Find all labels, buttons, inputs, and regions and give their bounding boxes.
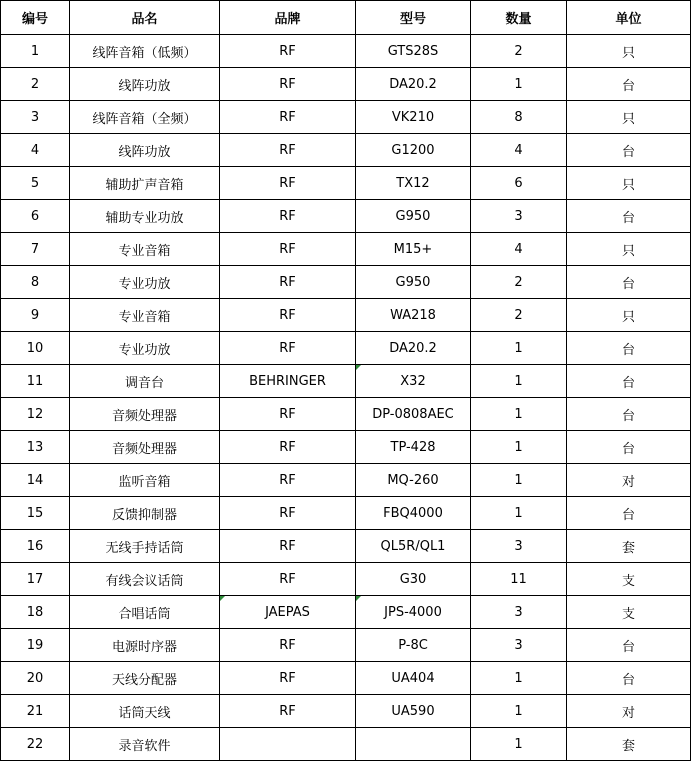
unit-cell: 对 (567, 695, 691, 728)
model-cell: TX12 (356, 167, 471, 200)
table-row (1, 530, 691, 563)
model-cell: UA590 (356, 695, 471, 728)
quantity-cell: 6 (471, 167, 567, 200)
header-row (1, 1, 691, 35)
cell-comment-marker (220, 596, 225, 601)
unit-cell: 只 (567, 101, 691, 134)
model-cell: QL5R/QL1 (356, 530, 471, 563)
brand-cell: RF (220, 695, 356, 728)
brand-cell: RF (220, 68, 356, 101)
product-name-cell: 有线会议话筒 (70, 563, 220, 596)
brand-cell: RF (220, 167, 356, 200)
product-name-cell: 音频处理器 (70, 431, 220, 464)
quantity-cell: 1 (471, 398, 567, 431)
unit-cell: 台 (567, 68, 691, 101)
index-cell: 8 (1, 266, 70, 299)
product-name-cell: 录音软件 (70, 728, 220, 761)
index-cell: 3 (1, 101, 70, 134)
table-row (1, 299, 691, 332)
header-cell-quantity: 数量 (471, 1, 567, 35)
table-row (1, 101, 691, 134)
product-name-cell: 专业功放 (70, 332, 220, 365)
index-cell: 6 (1, 200, 70, 233)
index-cell: 21 (1, 695, 70, 728)
brand-cell: RF (220, 134, 356, 167)
model-cell: X32 (356, 365, 471, 398)
unit-cell: 对 (567, 464, 691, 497)
unit-cell: 支 (567, 563, 691, 596)
table-row (1, 629, 691, 662)
quantity-cell: 11 (471, 563, 567, 596)
table-row (1, 233, 691, 266)
model-cell: G950 (356, 200, 471, 233)
table-row (1, 134, 691, 167)
brand-cell: RF (220, 200, 356, 233)
model-cell: G950 (356, 266, 471, 299)
unit-cell: 套 (567, 530, 691, 563)
unit-cell: 只 (567, 233, 691, 266)
brand-cell: RF (220, 629, 356, 662)
brand-cell: BEHRINGER (220, 365, 356, 398)
index-cell: 5 (1, 167, 70, 200)
index-cell: 9 (1, 299, 70, 332)
unit-cell: 台 (567, 134, 691, 167)
header-cell-index: 编号 (1, 1, 70, 35)
product-name-cell: 专业音箱 (70, 299, 220, 332)
unit-cell: 台 (567, 497, 691, 530)
table-row (1, 266, 691, 299)
index-cell: 1 (1, 35, 70, 68)
product-name-cell: 音频处理器 (70, 398, 220, 431)
model-cell (356, 728, 471, 761)
unit-cell: 套 (567, 728, 691, 761)
header-cell-model: 型号 (356, 1, 471, 35)
index-cell: 22 (1, 728, 70, 761)
header-cell-unit: 单位 (567, 1, 691, 35)
model-cell: M15+ (356, 233, 471, 266)
table-row (1, 68, 691, 101)
index-cell: 4 (1, 134, 70, 167)
unit-cell: 支 (567, 596, 691, 629)
product-name-cell: 专业功放 (70, 266, 220, 299)
product-name-cell: 话筒天线 (70, 695, 220, 728)
table-row (1, 662, 691, 695)
model-cell: JPS-4000 (356, 596, 471, 629)
index-cell: 18 (1, 596, 70, 629)
quantity-cell: 2 (471, 266, 567, 299)
model-cell: FBQ4000 (356, 497, 471, 530)
quantity-cell: 3 (471, 629, 567, 662)
product-name-cell: 反馈抑制器 (70, 497, 220, 530)
model-cell: GTS28S (356, 35, 471, 68)
product-name-cell: 电源时序器 (70, 629, 220, 662)
header-cell-product-name: 品名 (70, 1, 220, 35)
quantity-cell: 3 (471, 596, 567, 629)
quantity-cell: 1 (471, 497, 567, 530)
product-name-cell: 线阵功放 (70, 68, 220, 101)
brand-cell: RF (220, 464, 356, 497)
brand-cell: RF (220, 266, 356, 299)
table-row (1, 431, 691, 464)
product-name-cell: 线阵功放 (70, 134, 220, 167)
brand-cell: RF (220, 530, 356, 563)
brand-cell: RF (220, 497, 356, 530)
model-cell: G1200 (356, 134, 471, 167)
unit-cell: 台 (567, 332, 691, 365)
quantity-cell: 1 (471, 365, 567, 398)
quantity-cell: 3 (471, 530, 567, 563)
brand-cell: RF (220, 563, 356, 596)
product-name-cell: 天线分配器 (70, 662, 220, 695)
product-name-cell: 线阵音箱（低频） (70, 35, 220, 68)
quantity-cell: 2 (471, 35, 567, 68)
brand-cell: RF (220, 35, 356, 68)
quantity-cell: 1 (471, 695, 567, 728)
table-row (1, 365, 691, 398)
cell-comment-marker (356, 596, 361, 601)
index-cell: 12 (1, 398, 70, 431)
brand-cell: RF (220, 662, 356, 695)
table-row (1, 596, 691, 629)
table-row (1, 398, 691, 431)
table-row (1, 200, 691, 233)
table-header (1, 1, 691, 35)
unit-cell: 台 (567, 365, 691, 398)
product-name-cell: 调音台 (70, 365, 220, 398)
table-row (1, 332, 691, 365)
brand-cell: RF (220, 299, 356, 332)
unit-cell: 台 (567, 431, 691, 464)
index-cell: 15 (1, 497, 70, 530)
model-cell: P-8C (356, 629, 471, 662)
index-cell: 2 (1, 68, 70, 101)
brand-cell: RF (220, 431, 356, 464)
quantity-cell: 1 (471, 662, 567, 695)
index-cell: 7 (1, 233, 70, 266)
model-cell: VK210 (356, 101, 471, 134)
brand-cell: RF (220, 398, 356, 431)
product-name-cell: 监听音箱 (70, 464, 220, 497)
table-row (1, 497, 691, 530)
unit-cell: 台 (567, 629, 691, 662)
index-cell: 10 (1, 332, 70, 365)
index-cell: 20 (1, 662, 70, 695)
header-cell-brand: 品牌 (220, 1, 356, 35)
product-name-cell: 线阵音箱（全频） (70, 101, 220, 134)
quantity-cell: 2 (471, 299, 567, 332)
quantity-cell: 8 (471, 101, 567, 134)
quantity-cell: 1 (471, 68, 567, 101)
table-row (1, 464, 691, 497)
product-name-cell: 合唱话筒 (70, 596, 220, 629)
index-cell: 19 (1, 629, 70, 662)
quantity-cell: 4 (471, 233, 567, 266)
unit-cell: 台 (567, 200, 691, 233)
quantity-cell: 1 (471, 464, 567, 497)
brand-cell: RF (220, 332, 356, 365)
quantity-cell: 1 (471, 728, 567, 761)
unit-cell: 只 (567, 167, 691, 200)
model-cell: DA20.2 (356, 68, 471, 101)
brand-cell: RF (220, 101, 356, 134)
product-name-cell: 无线手持话筒 (70, 530, 220, 563)
unit-cell: 只 (567, 299, 691, 332)
product-name-cell: 专业音箱 (70, 233, 220, 266)
table-body (1, 35, 691, 761)
brand-cell: RF (220, 233, 356, 266)
unit-cell: 台 (567, 398, 691, 431)
quantity-cell: 4 (471, 134, 567, 167)
unit-cell: 只 (567, 35, 691, 68)
index-cell: 14 (1, 464, 70, 497)
unit-cell: 台 (567, 662, 691, 695)
quantity-cell: 3 (471, 200, 567, 233)
table-row (1, 35, 691, 68)
model-cell: DA20.2 (356, 332, 471, 365)
cell-comment-marker (356, 365, 361, 370)
brand-cell: JAEPAS (220, 596, 356, 629)
table-row (1, 167, 691, 200)
quantity-cell: 1 (471, 431, 567, 464)
table-row (1, 728, 691, 761)
model-cell: MQ-260 (356, 464, 471, 497)
index-cell: 16 (1, 530, 70, 563)
index-cell: 17 (1, 563, 70, 596)
product-name-cell: 辅助扩声音箱 (70, 167, 220, 200)
model-cell: DP-0808AEC (356, 398, 471, 431)
quantity-cell: 1 (471, 332, 567, 365)
table-row (1, 695, 691, 728)
table-row (1, 563, 691, 596)
model-cell: WA218 (356, 299, 471, 332)
model-cell: TP-428 (356, 431, 471, 464)
index-cell: 11 (1, 365, 70, 398)
product-name-cell: 辅助专业功放 (70, 200, 220, 233)
model-cell: G30 (356, 563, 471, 596)
index-cell: 13 (1, 431, 70, 464)
model-cell: UA404 (356, 662, 471, 695)
unit-cell: 台 (567, 266, 691, 299)
brand-cell (220, 728, 356, 761)
